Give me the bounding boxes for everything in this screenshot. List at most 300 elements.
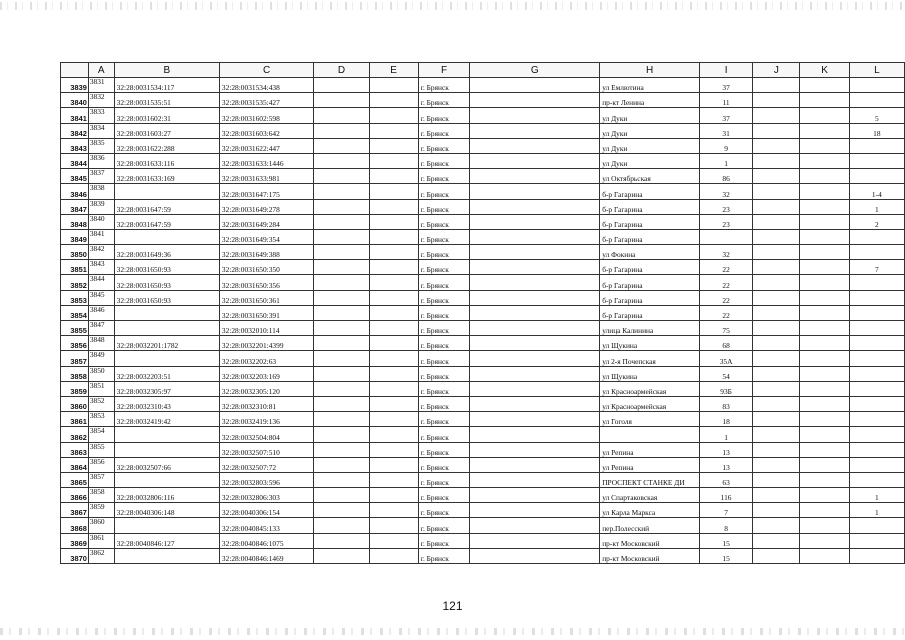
- cell-b[interactable]: 32:28:0032305:97: [114, 381, 219, 396]
- cell-k[interactable]: [800, 321, 849, 336]
- cell-j[interactable]: [753, 381, 800, 396]
- cell-k[interactable]: [800, 412, 849, 427]
- cell-g[interactable]: [470, 472, 600, 487]
- cell-l[interactable]: [849, 442, 904, 457]
- cell-h[interactable]: ул Репина: [600, 442, 700, 457]
- cell-a[interactable]: 3839: [88, 199, 114, 214]
- cell-j[interactable]: [753, 275, 800, 290]
- cell-d[interactable]: [314, 457, 369, 472]
- cell-b[interactable]: 32:28:0031650:93: [114, 275, 219, 290]
- cell-a[interactable]: 3849: [88, 351, 114, 366]
- cell-l[interactable]: [849, 305, 904, 320]
- cell-e[interactable]: [369, 503, 418, 518]
- cell-i[interactable]: 9: [699, 138, 752, 153]
- cell-h[interactable]: б-р Гагарина: [600, 305, 700, 320]
- cell-k[interactable]: [800, 214, 849, 229]
- cell-b[interactable]: 32:28:0032201:1782: [114, 336, 219, 351]
- row-number[interactable]: 3858: [61, 366, 89, 381]
- cell-d[interactable]: [314, 78, 369, 93]
- cell-j[interactable]: [753, 412, 800, 427]
- row-number[interactable]: 3846: [61, 184, 89, 199]
- cell-c[interactable]: 32:28:0032803:596: [219, 472, 313, 487]
- cell-a[interactable]: 3852: [88, 396, 114, 411]
- cell-c[interactable]: 32:28:0032010:114: [219, 321, 313, 336]
- row-number[interactable]: 3852: [61, 275, 89, 290]
- cell-k[interactable]: [800, 245, 849, 260]
- cell-d[interactable]: [314, 472, 369, 487]
- column-header-e[interactable]: E: [369, 63, 418, 78]
- cell-g[interactable]: [470, 199, 600, 214]
- cell-b[interactable]: [114, 427, 219, 442]
- cell-d[interactable]: [314, 396, 369, 411]
- cell-j[interactable]: [753, 457, 800, 472]
- cell-c[interactable]: 32:28:0031650:361: [219, 290, 313, 305]
- cell-d[interactable]: [314, 214, 369, 229]
- column-header-l[interactable]: L: [849, 63, 904, 78]
- cell-i[interactable]: 37: [699, 108, 752, 123]
- cell-i[interactable]: 23: [699, 214, 752, 229]
- cell-k[interactable]: [800, 381, 849, 396]
- cell-a[interactable]: 3832: [88, 93, 114, 108]
- cell-a[interactable]: 3858: [88, 488, 114, 503]
- cell-k[interactable]: [800, 290, 849, 305]
- row-number[interactable]: 3857: [61, 351, 89, 366]
- cell-g[interactable]: [470, 153, 600, 168]
- cell-k[interactable]: [800, 457, 849, 472]
- cell-j[interactable]: [753, 123, 800, 138]
- cell-i[interactable]: 93Б: [699, 381, 752, 396]
- cell-b[interactable]: [114, 321, 219, 336]
- cell-b[interactable]: 32:28:0031647:59: [114, 214, 219, 229]
- cell-d[interactable]: [314, 336, 369, 351]
- cell-a[interactable]: 3836: [88, 153, 114, 168]
- cell-c[interactable]: 32:28:0031633:981: [219, 169, 313, 184]
- cell-i[interactable]: 15: [699, 533, 752, 548]
- cell-i[interactable]: 63: [699, 472, 752, 487]
- row-number[interactable]: 3844: [61, 153, 89, 168]
- cell-c[interactable]: 32:28:0031633:1446: [219, 153, 313, 168]
- cell-j[interactable]: [753, 336, 800, 351]
- cell-h[interactable]: б-р Гагарина: [600, 260, 700, 275]
- cell-e[interactable]: [369, 396, 418, 411]
- cell-l[interactable]: [849, 366, 904, 381]
- row-number[interactable]: 3864: [61, 457, 89, 472]
- cell-b[interactable]: [114, 305, 219, 320]
- cell-l[interactable]: [849, 412, 904, 427]
- cell-b[interactable]: [114, 472, 219, 487]
- cell-l[interactable]: [849, 93, 904, 108]
- cell-f[interactable]: г. Брянск: [418, 260, 470, 275]
- row-number[interactable]: 3856: [61, 336, 89, 351]
- cell-k[interactable]: [800, 442, 849, 457]
- cell-b[interactable]: 32:28:0032507:66: [114, 457, 219, 472]
- cell-f[interactable]: г. Брянск: [418, 442, 470, 457]
- cell-a[interactable]: 3842: [88, 245, 114, 260]
- row-number[interactable]: 3861: [61, 412, 89, 427]
- cell-f[interactable]: г. Брянск: [418, 290, 470, 305]
- cell-d[interactable]: [314, 153, 369, 168]
- cell-g[interactable]: [470, 290, 600, 305]
- cell-g[interactable]: [470, 427, 600, 442]
- cell-j[interactable]: [753, 138, 800, 153]
- cell-a[interactable]: 3838: [88, 184, 114, 199]
- cell-j[interactable]: [753, 442, 800, 457]
- cell-h[interactable]: ул Дуки: [600, 138, 700, 153]
- cell-l[interactable]: [849, 472, 904, 487]
- cell-f[interactable]: г. Брянск: [418, 366, 470, 381]
- row-number[interactable]: 3869: [61, 533, 89, 548]
- cell-b[interactable]: 32:28:0040846:127: [114, 533, 219, 548]
- cell-d[interactable]: [314, 169, 369, 184]
- row-number[interactable]: 3847: [61, 199, 89, 214]
- cell-c[interactable]: 32:28:0032203:169: [219, 366, 313, 381]
- cell-g[interactable]: [470, 351, 600, 366]
- cell-l[interactable]: [849, 518, 904, 533]
- cell-l[interactable]: [849, 153, 904, 168]
- cell-i[interactable]: 15: [699, 548, 752, 563]
- cell-e[interactable]: [369, 457, 418, 472]
- cell-j[interactable]: [753, 321, 800, 336]
- cell-k[interactable]: [800, 229, 849, 244]
- cell-j[interactable]: [753, 427, 800, 442]
- cell-d[interactable]: [314, 260, 369, 275]
- cell-g[interactable]: [470, 123, 600, 138]
- cell-d[interactable]: [314, 108, 369, 123]
- cell-g[interactable]: [470, 548, 600, 563]
- cell-f[interactable]: г. Брянск: [418, 321, 470, 336]
- cell-d[interactable]: [314, 518, 369, 533]
- cell-f[interactable]: г. Брянск: [418, 472, 470, 487]
- cell-e[interactable]: [369, 488, 418, 503]
- cell-a[interactable]: 3848: [88, 336, 114, 351]
- cell-g[interactable]: [470, 518, 600, 533]
- cell-i[interactable]: [699, 229, 752, 244]
- cell-i[interactable]: 83: [699, 396, 752, 411]
- cell-h[interactable]: ул Красноармейская: [600, 396, 700, 411]
- cell-a[interactable]: 3843: [88, 260, 114, 275]
- cell-b[interactable]: 32:28:0031602:31: [114, 108, 219, 123]
- cell-f[interactable]: г. Брянск: [418, 488, 470, 503]
- cell-e[interactable]: [369, 412, 418, 427]
- cell-d[interactable]: [314, 548, 369, 563]
- row-number[interactable]: 3842: [61, 123, 89, 138]
- cell-f[interactable]: г. Брянск: [418, 336, 470, 351]
- cell-d[interactable]: [314, 290, 369, 305]
- cell-d[interactable]: [314, 305, 369, 320]
- cell-h[interactable]: пр-кт Московский: [600, 533, 700, 548]
- cell-c[interactable]: 32:28:0031649:388: [219, 245, 313, 260]
- cell-b[interactable]: 32:28:0032806:116: [114, 488, 219, 503]
- cell-c[interactable]: 32:28:0040306:154: [219, 503, 313, 518]
- row-number[interactable]: 3863: [61, 442, 89, 457]
- cell-j[interactable]: [753, 305, 800, 320]
- cell-d[interactable]: [314, 93, 369, 108]
- cell-g[interactable]: [470, 533, 600, 548]
- cell-g[interactable]: [470, 321, 600, 336]
- cell-c[interactable]: 32:28:0032504:804: [219, 427, 313, 442]
- cell-b[interactable]: 32:28:0031534:117: [114, 78, 219, 93]
- cell-k[interactable]: [800, 169, 849, 184]
- cell-h[interactable]: б-р Гагарина: [600, 290, 700, 305]
- cell-l[interactable]: 1: [849, 199, 904, 214]
- cell-j[interactable]: [753, 169, 800, 184]
- cell-f[interactable]: г. Брянск: [418, 518, 470, 533]
- cell-j[interactable]: [753, 245, 800, 260]
- cell-h[interactable]: ул Карла Маркса: [600, 503, 700, 518]
- cell-h[interactable]: ул Емлютина: [600, 78, 700, 93]
- cell-c[interactable]: 32:28:0031650:391: [219, 305, 313, 320]
- cell-c[interactable]: 32:28:0031647:175: [219, 184, 313, 199]
- cell-b[interactable]: [114, 184, 219, 199]
- cell-c[interactable]: 32:28:0032305:120: [219, 381, 313, 396]
- cell-b[interactable]: 32:28:0032310:43: [114, 396, 219, 411]
- cell-a[interactable]: 3834: [88, 123, 114, 138]
- row-number[interactable]: 3853: [61, 290, 89, 305]
- cell-d[interactable]: [314, 381, 369, 396]
- cell-l[interactable]: [849, 548, 904, 563]
- cell-e[interactable]: [369, 275, 418, 290]
- cell-l[interactable]: [849, 336, 904, 351]
- cell-h[interactable]: ул Красноармейская: [600, 381, 700, 396]
- cell-k[interactable]: [800, 427, 849, 442]
- row-number[interactable]: 3841: [61, 108, 89, 123]
- cell-a[interactable]: 3861: [88, 533, 114, 548]
- cell-b[interactable]: 32:28:0032419:42: [114, 412, 219, 427]
- row-number[interactable]: 3840: [61, 93, 89, 108]
- cell-e[interactable]: [369, 229, 418, 244]
- cell-h[interactable]: улица Калинина: [600, 321, 700, 336]
- cell-b[interactable]: 32:28:0031622:288: [114, 138, 219, 153]
- cell-j[interactable]: [753, 488, 800, 503]
- cell-d[interactable]: [314, 427, 369, 442]
- cell-i[interactable]: 54: [699, 366, 752, 381]
- cell-g[interactable]: [470, 442, 600, 457]
- cell-c[interactable]: 32:28:0031649:284: [219, 214, 313, 229]
- cell-l[interactable]: 1: [849, 503, 904, 518]
- cell-d[interactable]: [314, 138, 369, 153]
- cell-a[interactable]: 3853: [88, 412, 114, 427]
- cell-e[interactable]: [369, 472, 418, 487]
- cell-e[interactable]: [369, 245, 418, 260]
- cell-g[interactable]: [470, 488, 600, 503]
- cell-g[interactable]: [470, 336, 600, 351]
- cell-e[interactable]: [369, 108, 418, 123]
- cell-e[interactable]: [369, 518, 418, 533]
- cell-k[interactable]: [800, 503, 849, 518]
- cell-i[interactable]: 22: [699, 275, 752, 290]
- cell-g[interactable]: [470, 305, 600, 320]
- cell-l[interactable]: [849, 290, 904, 305]
- cell-e[interactable]: [369, 214, 418, 229]
- cell-b[interactable]: [114, 442, 219, 457]
- cell-f[interactable]: г. Брянск: [418, 199, 470, 214]
- cell-c[interactable]: 32:28:0032201:4399: [219, 336, 313, 351]
- cell-b[interactable]: 32:28:0031647:59: [114, 199, 219, 214]
- cell-e[interactable]: [369, 153, 418, 168]
- cell-g[interactable]: [470, 169, 600, 184]
- row-number[interactable]: 3848: [61, 214, 89, 229]
- cell-h[interactable]: [600, 427, 700, 442]
- cell-b[interactable]: [114, 548, 219, 563]
- cell-c[interactable]: 32:28:0031649:354: [219, 229, 313, 244]
- cell-f[interactable]: г. Брянск: [418, 153, 470, 168]
- cell-j[interactable]: [753, 108, 800, 123]
- cell-h[interactable]: ул Репина: [600, 457, 700, 472]
- row-number[interactable]: 3839: [61, 78, 89, 93]
- cell-j[interactable]: [753, 153, 800, 168]
- cell-d[interactable]: [314, 503, 369, 518]
- cell-l[interactable]: [849, 229, 904, 244]
- cell-c[interactable]: 32:28:0031649:278: [219, 199, 313, 214]
- cell-a[interactable]: 3857: [88, 472, 114, 487]
- cell-k[interactable]: [800, 336, 849, 351]
- cell-f[interactable]: г. Брянск: [418, 427, 470, 442]
- cell-g[interactable]: [470, 245, 600, 260]
- cell-l[interactable]: 1: [849, 488, 904, 503]
- cell-g[interactable]: [470, 184, 600, 199]
- cell-f[interactable]: г. Брянск: [418, 351, 470, 366]
- cell-k[interactable]: [800, 184, 849, 199]
- row-number[interactable]: 3870: [61, 548, 89, 563]
- cell-l[interactable]: [849, 245, 904, 260]
- corner-header[interactable]: [61, 63, 89, 78]
- cell-e[interactable]: [369, 336, 418, 351]
- cell-c[interactable]: 32:28:0031534:438: [219, 78, 313, 93]
- cell-j[interactable]: [753, 472, 800, 487]
- cell-l[interactable]: [849, 533, 904, 548]
- row-number[interactable]: 3862: [61, 427, 89, 442]
- cell-i[interactable]: 86: [699, 169, 752, 184]
- cell-b[interactable]: [114, 351, 219, 366]
- cell-a[interactable]: 3831: [88, 78, 114, 93]
- cell-i[interactable]: 22: [699, 290, 752, 305]
- row-number[interactable]: 3865: [61, 472, 89, 487]
- cell-j[interactable]: [753, 78, 800, 93]
- cell-j[interactable]: [753, 229, 800, 244]
- cell-f[interactable]: г. Брянск: [418, 457, 470, 472]
- row-number[interactable]: 3845: [61, 169, 89, 184]
- row-number[interactable]: 3866: [61, 488, 89, 503]
- cell-a[interactable]: 3856: [88, 457, 114, 472]
- cell-h[interactable]: ул Фокина: [600, 245, 700, 260]
- column-header-f[interactable]: F: [418, 63, 470, 78]
- cell-a[interactable]: 3860: [88, 518, 114, 533]
- cell-f[interactable]: г. Брянск: [418, 138, 470, 153]
- cell-e[interactable]: [369, 351, 418, 366]
- cell-j[interactable]: [753, 260, 800, 275]
- cell-b[interactable]: 32:28:0031633:116: [114, 153, 219, 168]
- cell-j[interactable]: [753, 93, 800, 108]
- cell-d[interactable]: [314, 275, 369, 290]
- cell-h[interactable]: б-р Гагарина: [600, 184, 700, 199]
- cell-i[interactable]: 8: [699, 518, 752, 533]
- cell-g[interactable]: [470, 260, 600, 275]
- cell-d[interactable]: [314, 245, 369, 260]
- column-header-i[interactable]: I: [699, 63, 752, 78]
- cell-c[interactable]: 32:28:0031622:447: [219, 138, 313, 153]
- cell-c[interactable]: 32:28:0032419:136: [219, 412, 313, 427]
- cell-e[interactable]: [369, 93, 418, 108]
- cell-f[interactable]: г. Брянск: [418, 548, 470, 563]
- cell-h[interactable]: ПРОСПЕКТ СТАНКЕ ДИ: [600, 472, 700, 487]
- row-number[interactable]: 3867: [61, 503, 89, 518]
- cell-f[interactable]: г. Брянск: [418, 396, 470, 411]
- cell-a[interactable]: 3854: [88, 427, 114, 442]
- cell-b[interactable]: 32:28:0031535:51: [114, 93, 219, 108]
- column-header-g[interactable]: G: [470, 63, 600, 78]
- cell-k[interactable]: [800, 488, 849, 503]
- cell-b[interactable]: 32:28:0031650:93: [114, 260, 219, 275]
- cell-g[interactable]: [470, 366, 600, 381]
- cell-h[interactable]: ул Спартаковская: [600, 488, 700, 503]
- cell-g[interactable]: [470, 457, 600, 472]
- cell-f[interactable]: г. Брянск: [418, 381, 470, 396]
- column-header-k[interactable]: K: [800, 63, 849, 78]
- cell-d[interactable]: [314, 321, 369, 336]
- cell-k[interactable]: [800, 472, 849, 487]
- cell-e[interactable]: [369, 427, 418, 442]
- cell-e[interactable]: [369, 260, 418, 275]
- cell-f[interactable]: г. Брянск: [418, 229, 470, 244]
- cell-e[interactable]: [369, 381, 418, 396]
- cell-a[interactable]: 3837: [88, 169, 114, 184]
- cell-j[interactable]: [753, 548, 800, 563]
- cell-a[interactable]: 3833: [88, 108, 114, 123]
- cell-d[interactable]: [314, 412, 369, 427]
- cell-g[interactable]: [470, 214, 600, 229]
- cell-l[interactable]: [849, 78, 904, 93]
- cell-l[interactable]: [849, 321, 904, 336]
- cell-f[interactable]: г. Брянск: [418, 214, 470, 229]
- cell-i[interactable]: 31: [699, 123, 752, 138]
- cell-b[interactable]: [114, 518, 219, 533]
- cell-g[interactable]: [470, 275, 600, 290]
- cell-h[interactable]: б-р Гагарина: [600, 275, 700, 290]
- cell-i[interactable]: 1: [699, 153, 752, 168]
- cell-d[interactable]: [314, 442, 369, 457]
- cell-a[interactable]: 3845: [88, 290, 114, 305]
- cell-i[interactable]: 23: [699, 199, 752, 214]
- cell-k[interactable]: [800, 138, 849, 153]
- cell-e[interactable]: [369, 442, 418, 457]
- cell-d[interactable]: [314, 533, 369, 548]
- cell-i[interactable]: 68: [699, 336, 752, 351]
- cell-i[interactable]: 32: [699, 184, 752, 199]
- cell-j[interactable]: [753, 214, 800, 229]
- column-header-a[interactable]: A: [88, 63, 114, 78]
- cell-l[interactable]: 5: [849, 108, 904, 123]
- cell-a[interactable]: 3855: [88, 442, 114, 457]
- cell-g[interactable]: [470, 78, 600, 93]
- cell-h[interactable]: ул Октябрьская: [600, 169, 700, 184]
- cell-l[interactable]: [849, 351, 904, 366]
- cell-a[interactable]: 3835: [88, 138, 114, 153]
- cell-f[interactable]: г. Брянск: [418, 78, 470, 93]
- cell-c[interactable]: 32:28:0032507:72: [219, 457, 313, 472]
- cell-h[interactable]: ул 2-я Почепская: [600, 351, 700, 366]
- cell-h[interactable]: пер.Полесский: [600, 518, 700, 533]
- cell-k[interactable]: [800, 351, 849, 366]
- row-number[interactable]: 3854: [61, 305, 89, 320]
- cell-g[interactable]: [470, 108, 600, 123]
- cell-i[interactable]: 22: [699, 305, 752, 320]
- row-number[interactable]: 3855: [61, 321, 89, 336]
- column-header-h[interactable]: H: [600, 63, 700, 78]
- cell-e[interactable]: [369, 123, 418, 138]
- cell-d[interactable]: [314, 199, 369, 214]
- cell-k[interactable]: [800, 93, 849, 108]
- cell-k[interactable]: [800, 548, 849, 563]
